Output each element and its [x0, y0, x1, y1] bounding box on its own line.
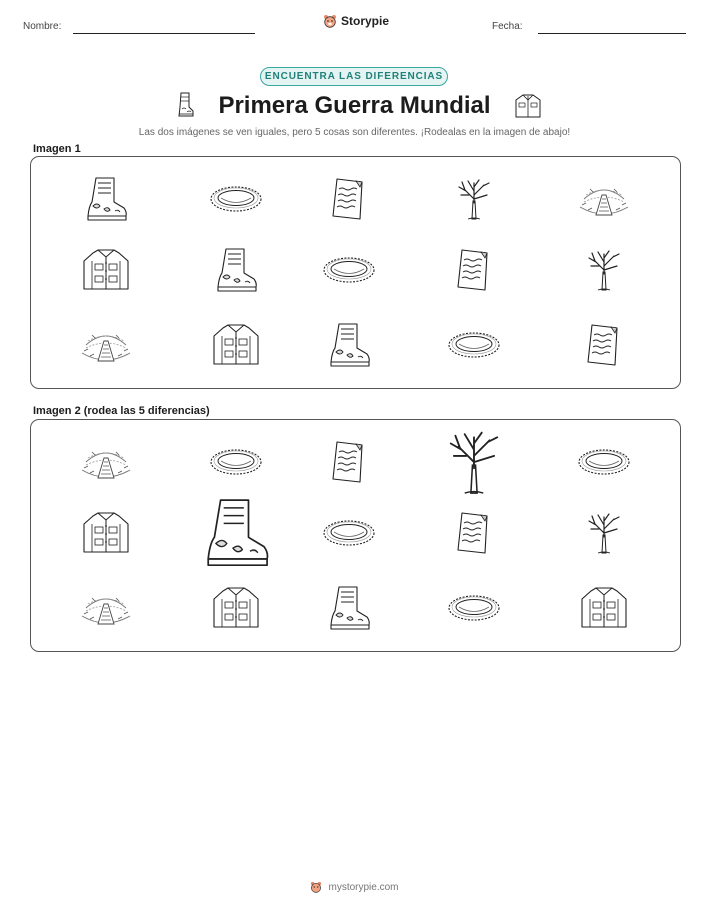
trench-icon — [444, 578, 504, 638]
image2-label: Imagen 2 (rodea las 5 diferencias) — [33, 405, 210, 417]
brand-logo — [323, 14, 389, 28]
letter-icon — [574, 315, 634, 375]
footer — [0, 881, 709, 893]
image1-panel — [30, 156, 681, 389]
letter-icon — [444, 503, 504, 563]
tree-icon — [574, 503, 634, 563]
bear-logo-icon — [310, 881, 322, 893]
tree-icon — [444, 432, 504, 492]
trench-icon — [206, 432, 266, 492]
footer-url: mystorypie.com — [328, 881, 399, 893]
jacket-icon — [76, 503, 136, 563]
activity-badge: ENCUENTRA LAS DIFERENCIAS — [260, 67, 448, 86]
jacket-icon — [206, 315, 266, 375]
jacket-icon — [574, 578, 634, 638]
trench-icon — [319, 240, 379, 300]
bear-logo-icon — [323, 14, 337, 28]
page-title: Primera Guerra Mundial — [218, 92, 491, 119]
boot-icon — [319, 315, 379, 375]
boot-icon — [206, 240, 266, 300]
instructions: Las dos imágenes se ven iguales, pero 5 cosas son diferentes. ¡Rodealas en la imagen de abajo! — [138, 127, 571, 138]
tree-icon — [444, 169, 504, 229]
date-field[interactable] — [538, 33, 686, 34]
barbed-wire-icon — [76, 578, 136, 638]
barbed-wire-icon — [574, 169, 634, 229]
letter-icon — [319, 432, 379, 492]
boot-icon — [76, 169, 136, 229]
boot-icon — [206, 503, 266, 563]
date-label: Fecha: — [492, 21, 523, 32]
boot-icon — [319, 578, 379, 638]
barbed-wire-icon — [76, 315, 136, 375]
title-jacket-icon — [514, 93, 542, 119]
tree-icon — [574, 240, 634, 300]
trench-icon — [444, 315, 504, 375]
trench-icon — [206, 169, 266, 229]
image1-label: Imagen 1 — [33, 143, 81, 155]
name-label: Nombre: — [23, 21, 62, 32]
name-field[interactable] — [73, 33, 255, 34]
trench-icon — [319, 503, 379, 563]
letter-icon — [319, 169, 379, 229]
brand-name: Storypie — [341, 14, 390, 28]
jacket-icon — [76, 240, 136, 300]
trench-icon — [574, 432, 634, 492]
jacket-icon — [206, 578, 266, 638]
barbed-wire-icon — [76, 432, 136, 492]
image2-panel[interactable] — [30, 419, 681, 652]
letter-icon — [444, 240, 504, 300]
